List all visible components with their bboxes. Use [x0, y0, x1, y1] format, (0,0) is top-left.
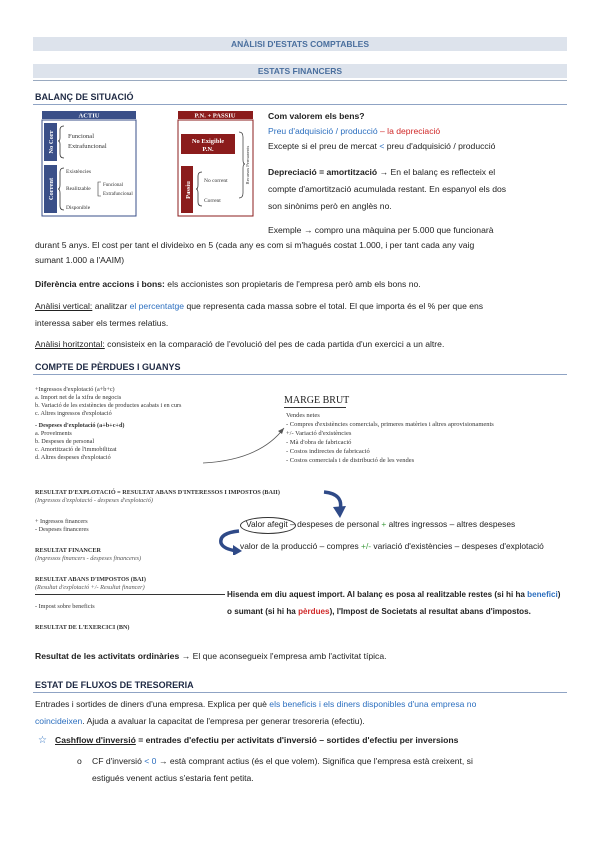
- vertical-analysis: Anàlisi vertical: analitzar el percentatge que representa cada massa sobre el total. El que importa és el % per que ens interessa saber els termes relatius.: [35, 301, 484, 328]
- res-explotacio-sub: (Ingressos d'explotació - despeses d'explotació): [35, 497, 153, 504]
- brace-passiu: [196, 172, 202, 206]
- res-exercici: RESULTAT DE L'EXERCICI (BN): [35, 624, 130, 631]
- valor-afegit-line: Valor afegit – despeses de personal + altres ingressos – altres despeses: [246, 519, 516, 529]
- marge-line-0: Vendes netes: [286, 412, 320, 419]
- marge-line-3: - Mà d'obra de fabricació: [286, 439, 352, 446]
- pyg-line-0: +Ingressos d'explotació (a+b+c): [35, 386, 115, 393]
- pyg-line-3: c. Altres ingressos d'explotació: [35, 410, 112, 417]
- corrent-label: Corrent: [48, 177, 55, 201]
- pyg-line-8: d. Altres despeses d'explotació: [35, 454, 111, 461]
- extrafuncional2-label: Extrafuncional: [103, 192, 133, 197]
- impost-line: - Impost sobre beneficis: [35, 603, 95, 610]
- marge-line-5: - Costos comercials i de distribució de les vendes: [286, 457, 415, 464]
- fin-line-1: - Despeses financeres: [35, 526, 89, 533]
- marge-brut-underline: [284, 407, 346, 408]
- existencies-label: Existències: [66, 169, 92, 175]
- extrafuncional-label: Extrafuncional: [68, 143, 107, 150]
- marge-line-2: +/- Variació d'existències: [286, 430, 352, 437]
- example-line-3: sumant 1.000 a l'AAIM): [35, 255, 125, 265]
- no-corr-label: No Corr: [48, 130, 55, 154]
- res-financer-sub: (Ingressos financers - despeses financeres): [35, 555, 142, 562]
- activitats-ordinaries: Resultat de les activitats ordinàries → El que aconsegueix l'empresa amb l'activitat típica.: [35, 651, 387, 661]
- example-line-1: Exemple → compro una màquina per 5.000 que funcionarà: [268, 225, 494, 235]
- recursos-label: Recursos Permanents: [245, 145, 250, 185]
- marge-arrow: [200, 400, 290, 470]
- pn-label: P.N.: [202, 146, 214, 153]
- pn-passiu-label: P.N. + PASSIU: [194, 112, 236, 120]
- bullet-marker: o: [77, 756, 82, 766]
- marge-arrow-head: [278, 428, 284, 434]
- cf-inversio-detail: CF d'inversió < 0 → està comprant actius (és el que volem). Significa que l'empresa està creixent, si estigués venent actius s'estaria fent petita.: [92, 756, 473, 783]
- disponible-label: Disponible: [66, 205, 91, 211]
- brace-corrent: [58, 168, 64, 210]
- res-bai-sub: (Resultat d'explotació +/- Resultat financer): [35, 584, 145, 591]
- header-rule: [33, 80, 567, 81]
- valuation-line-2: Excepte si el preu de mercat < preu d'adquisició / producció: [268, 141, 496, 151]
- pyg-line-2: b. Variació de les existències de productes acabats i en curs: [35, 402, 182, 409]
- pyg-line-4: - Despeses d'explotació (a+b+c+d): [35, 422, 125, 429]
- header-band-1: [33, 37, 567, 51]
- curved-arrow-left-icon: [213, 527, 243, 555]
- marge-line-4: - Costos indirectes de fabricació: [286, 448, 370, 455]
- bonds-paragraph: Diferència entre accions i bons: els accionistes son propietaris de l'empresa però amb els bons no.: [35, 279, 421, 289]
- marge-arrow-line: [203, 428, 284, 463]
- no-exigible-label: No Exigible: [191, 138, 225, 145]
- actiu-label: ACTIU: [78, 112, 100, 120]
- res-explotacio: RESULTAT D'EXPLOTACIÓ = RESULTAT ABANS D'INTERESSOS I IMPOSTOS (BAII): [35, 489, 280, 496]
- fin-line-0: + Ingressos financers: [35, 518, 88, 525]
- pyg-line-1: a. Import net de la xifra de negocis: [35, 394, 122, 401]
- res-bai: RESULTAT ABANS D'IMPOSTOS (BAI): [35, 576, 146, 583]
- section-title-balance: BALANÇ DE SITUACIÓ: [35, 92, 134, 102]
- realitzable-label: Realitzable: [66, 186, 91, 192]
- brace-no-corr: [58, 126, 64, 158]
- section-rule-fluxos: [33, 692, 567, 693]
- depreciation-paragraph: Depreciació = amortització → En el balanç es reflecteix el compte d'amortització acumulada restant. En espanyol els dos son sinònims però en anglès no.: [268, 167, 507, 211]
- valuation-line-1: Preu d'adquisició / producció – la depreciació: [268, 126, 441, 136]
- star-icon: ☆: [38, 735, 47, 746]
- valor-produccio-line: valor de la producció – compres +/- variació d'existències – despeses d'explotació: [240, 541, 544, 551]
- funcional2-label: Funcional: [103, 183, 123, 188]
- cashflow-definition: Cashflow d'inversió = entrades d'efectiu per activitats d'inversió – sortides d'efectiu per inversions: [55, 735, 459, 745]
- header-band-2: [33, 64, 567, 78]
- valuation-question: Com valorem els bens?: [268, 111, 365, 121]
- pyg-line-7: c. Amortització de l'immobilitzat: [35, 446, 117, 453]
- funcional-label: Funcional: [68, 133, 94, 140]
- brace-realitzable: [98, 182, 101, 196]
- section-rule-balance: [33, 104, 567, 105]
- marge-line-1: - Compres d'existències comercials, primeres matèries i altres aprovisionaments: [286, 421, 494, 428]
- res-financer: RESULTAT FINANCER: [35, 547, 101, 554]
- fluxos-intro: Entrades i sortides de diners d'una empresa. Explica per què els beneficis i els diners disponibles d'una empresa no coincideixen. Ajuda a avaluar la capacitat de l'empresa per generar tresoreria (efectiu).: [35, 699, 477, 726]
- horizontal-analysis: Anàlisi horitzontal: consisteix en la comparació de l'evolució del pes de cada partida d'un exercici a un altre.: [35, 339, 445, 349]
- passiu-label: Passiu: [185, 181, 192, 199]
- pyg-line-6: b. Despeses de personal: [35, 438, 95, 445]
- section-rule-pyg: [33, 374, 567, 375]
- section-title-fluxos: ESTAT DE FLUXOS DE TRESORERIA: [35, 680, 194, 690]
- hisenda-note: Hisenda em diu aquest import. Al balanç es posa al realitzable restes (si hi ha benefici) o sumant (si hi ha pèrdues), l'Impost de Societats al resultat abans d'impostos.: [227, 590, 561, 616]
- balance-diagram: [38, 110, 256, 218]
- corrent2-label: Corrent: [204, 198, 221, 204]
- doc-subtitle: ESTATS FINANCERS: [257, 66, 343, 76]
- marge-brut-title: MARGE BRUT: [284, 395, 350, 406]
- balance-diagram-svg: [38, 110, 256, 218]
- example-line-2: durant 5 anys. El cost per tant el divideixo en 5 (cada any es com si m'hagués costat 1.000, i per tant cada any vaig: [35, 240, 475, 250]
- section-title-pyg: COMPTE DE PÈRDUES I GUANYS: [35, 362, 181, 372]
- pyg-line-5: a. Proveïments: [35, 430, 72, 437]
- bai-underline: [35, 594, 225, 595]
- doc-title: ANÀLISI D'ESTATS COMPTABLES: [230, 39, 370, 49]
- no-corrent-label: No corrent: [204, 178, 228, 184]
